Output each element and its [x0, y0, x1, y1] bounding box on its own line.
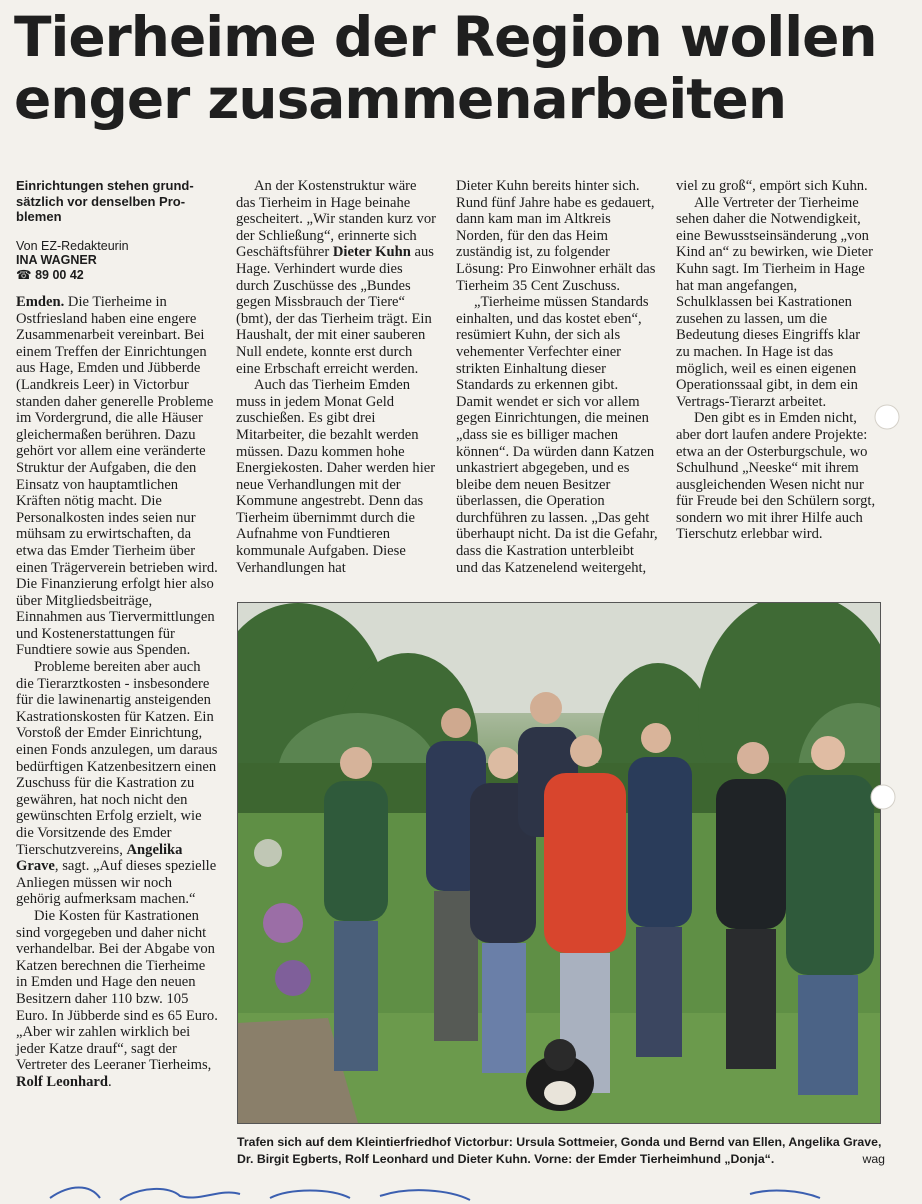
person-name: Rolf Leonhard — [16, 1073, 109, 1090]
person-name: Dieter Kuhn — [332, 244, 411, 261]
subheadline-line-1: Einrichtungen stehen grund- — [16, 178, 194, 193]
caption-signature: wag — [862, 1152, 885, 1166]
paragraph-6: Dieter Kuhn bereits hinter sich. Rund fünf Jahre habe es gedauert, dann kam man im Altkreis Norden, für den das Heim zuständig ist, zu folgender Lösung: Pro Einwohner erhält das Tierheim 35 Cent Zuschuss. — [456, 178, 656, 294]
paragraph-9: Alle Vertreter der Tierheime sehen daher die Notwendigkeit, eine Bewusstseinsänderung „von Kind an“ zu bewirken, wie Dieter Kuhn sagt. Im Tierheim in Hage hat man angefangen, Schulklassen bei Kastrationen zusehen zu lassen, um die Bedeutung dieses Eingriffs klar zu machen. In Hage ist das möglich, weil es einen eigenen Operationssaal gibt, in dem ein Vertrags-Tierarzt arbeitet. — [676, 194, 873, 410]
paragraph-5: Auch das Tierheim Emden muss in jedem Monat Geld zuschießen. Es gibt drei Mitarbeiter, die bezahlt werden müssen. Dazu kommen hohe Energiekosten. Daher werden hier neue Verhandlungen mit der Kommune angestrebt. Denn das Tierheim übernimmt durch die Aufnahme von Fundtieren kommunale Aufgaben. Diese Verhandlungen hat — [236, 377, 436, 576]
group-photo-illustration — [238, 603, 880, 1123]
byline-phone: 89 00 42 — [35, 267, 84, 282]
article-column-4 — [676, 178, 876, 543]
headline-line-1: Tierheime der Region wollen — [14, 5, 877, 69]
article-column-1 — [16, 178, 218, 1091]
group-photo — [237, 602, 881, 1124]
subheadline-line-2: sätzlich vor denselben Pro- — [16, 193, 186, 209]
punch-hole-icon — [868, 782, 898, 812]
caption-text: Trafen sich auf dem Kleintierfriedhof Victorbur: Ursula Sottmeier, Gonda und Bernd van Ellen, Angelika Grave, Dr. Birgit Egberts, Rolf Leonhard und Dieter Kuhn. Vorne: der Emder Tierheimhund „Donja“. — [237, 1135, 882, 1166]
handwriting-scribble — [30, 1180, 890, 1204]
article-column-3 — [456, 178, 658, 576]
subheadline — [16, 178, 218, 225]
paragraph-2: Probleme bereiten aber auch die Tierarztkosten - insbesondere für die lawinenartig ansteigenden Kastrationskosten für Katzen. Ein Vorstoß der Emder Einrichtung, einen Fonds anzulegen, um daraus bedürftigen Katzenbesitzern einen Zuschuss für die Kastration zu gewähren, hat noch nicht den gewünschten Erfolg erzielt, wie die Vorsitzende des Emder Tierschutzvereins, Angelika Grave, sagt. „Auf dieses spezielle Anliegen müssen wir noch gehörig aufmerksam machen.“ — [16, 659, 218, 908]
subheadline-line-3: blemen — [16, 209, 62, 224]
paragraph-4: An der Kostenstruktur wäre das Tierheim in Hage beinahe gescheitert. „Wir standen kurz vor der Schließung“, erinnerte sich Geschäftsführer Dieter Kuhn aus Hage. Verhindert wurde dies durch Zuschüsse des „Bundes gegen Missbrauch der Tiere“ (bmt), der das Tierheim trägt. Ein Haushalt, der mit einer sauberen Null endete, konnte erst durch eine Erbschaft erreicht werden. — [236, 178, 436, 377]
byline-prefix: Von EZ-Redakteurin — [16, 238, 129, 253]
headline — [14, 6, 894, 130]
paragraph-3: Die Kosten für Kastrationen sind vorgegeben und daher nicht verhandelbar. Bei der Abgabe von Katzen berechnen die Tierheime in Emden und Hage den neuen Besitzern daher 110 bzw. 105 Euro. In Jübberde sind es 65 Euro. „Aber wir zahlen wirklich bei jeder Katze drauf“, sagt der Vertreter des Leeraner Tierheims, Rolf Leonhard. — [16, 907, 218, 1090]
paragraph-8: viel zu groß“, empört sich Kuhn. — [676, 178, 868, 194]
photo-caption — [237, 1134, 885, 1168]
dateline: Emden. — [16, 294, 65, 310]
punch-hole-icon — [872, 402, 902, 432]
paragraph-1: Emden. Die Tierheime in Ostfriesland haben eine engere Zusammenarbeit vereinbart. Bei einem Treffen der Einrichtungen aus Hage, Emden und Jübberde (Landkreis Leer) in Victorbur standen daher generelle Probleme im Vordergrund, die alle Häuser gleichermaßen berühren. Dazu gehört vor allem eine veränderte Struktur der Aufgaben, die den Einsatz von hauptamtlichen Kräften nötig macht. Die Personalkosten indes seien nur mühsam zu erwirtschaften, da etwa das Emder Tierheim über einen Trägerverein betrieben wird. Die Finanzierung erfolgt hier also über Mitgliedsbeiträge, Einnahmen aus Tiervermittlungen und Kostenerstattungen für Fundtiere sowie aus Spenden. — [16, 294, 218, 659]
paragraph-7: „Tierheime müssen Standards einhalten, und das kostet eben“, resümiert Kuhn, der sich als vehementer Verfechter einer strikten Einhaltung dieser Standards zu erkennen gibt. Damit wendet er sich vor allem gegen Einrichtungen, die meinen „dass sie es billiger machen können“. Da würden dann Katzen unkastriert abgegeben, und es bleibe dem neuen Besitzer überlassen, die Operation durchführen zu lassen. „Das geht überhaupt nicht. Da ist die Gefahr, dass die Kastration unterbleibt und das Katzenelend weitergeht, — [456, 294, 658, 576]
person-name: Angelika Grave — [16, 841, 183, 875]
phone-icon: ☎ — [16, 267, 32, 282]
article-column-2 — [236, 178, 438, 576]
byline-author: INA WAGNER — [16, 253, 97, 267]
paragraph-10: Den gibt es in Emden nicht, aber dort laufen andere Projekte: etwa an der Osterburgschule, wo Schulhund „Neeske“ mit ihrem ausgleichenden Wesen nicht nur für Freude bei den Schülern sorgt, sondern wo mit ihrer Hilfe auch Tierschutz erlebbar wird. — [676, 410, 876, 543]
headline-line-2: enger zusammenarbeiten — [14, 67, 787, 131]
byline — [16, 239, 218, 283]
